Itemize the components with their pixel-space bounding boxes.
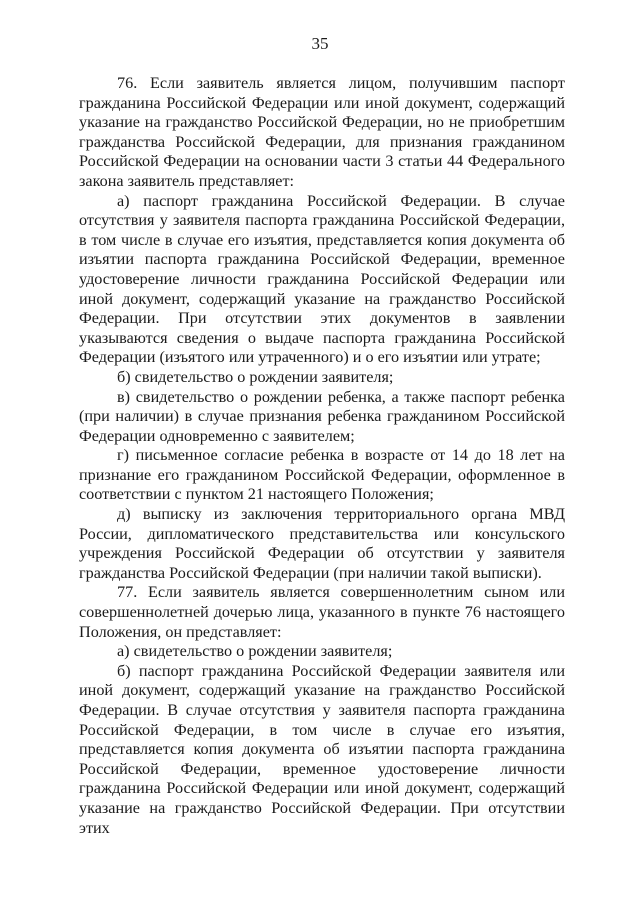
paragraph-76-intro: 76. Если заявитель является лицом, получившим паспорт гражданина Российской Федерации или иной документ, содержащий указание на гражданство Российской Федерации, но не приобретшим гражданства Российской Федерации, для признания гражданином Российской Федерации на основании части 3 статьи 44 Федерального закона заявитель представляет: <box>79 74 565 190</box>
paragraph-76-d: д) выписку из заключения территориального органа МВД России, дипломатического представительства или консульского учреждения Российской Федерации об отсутствии у заявителя гражданства Российской Федерации (при наличии такой выписки). <box>79 505 565 582</box>
paragraph-76-a: а) паспорт гражданина Российской Федерации. В случае отсутствия у заявителя паспорта гражданина Российской Федерации, в том числе в случае его изъятия, представляется копия документа об изъятии паспорта гражданина Российской Федерации, временное удостоверение личности гражданина Российской Федерации или иной документ, содержащий указание на гражданство Российской Федерации. При отсутствии этих документов в заявлении указываются сведения о выдаче паспорта гражданина Российской Федерации (изъятого или утраченного) и о его изъятии или утрате; <box>79 191 565 367</box>
document-body <box>79 74 565 838</box>
paragraph-76-b: б) свидетельство о рождении заявителя; <box>117 367 394 386</box>
paragraph-76-g: г) письменное согласие ребенка в возрасте от 14 до 18 лет на признание его гражданином Российской Федерации, оформленное в соответствии с пунктом 21 настоящего Положения; <box>79 446 565 504</box>
paragraph-77-b: б) паспорт гражданина Российской Федерации заявителя или иной документ, содержащий указание на гражданство Российской Федерации. В случае отсутствия у заявителя паспорта гражданина Российской Федерации, в том числе в случае его изъятия, представляется копия документа об изъятии паспорта гражданина Российской Федерации, временное удостоверение личности гражданина Российской Федерации или иной документ, содержащий указание на гражданство Российской Федерации. При отсутствии этих <box>79 661 565 837</box>
page-number: 35 <box>311 34 329 53</box>
paragraph-77-a: а) свидетельство о рождении заявителя; <box>117 642 393 661</box>
paragraph-77-intro: 77. Если заявитель является совершеннолетним сыном или совершеннолетней дочерью лица, указанного в пункте 76 настоящего Положения, он представляет: <box>79 583 565 641</box>
paragraph-76-v: в) свидетельство о рождении ребенка, а также паспорт ребенка (при наличии) в случае признания ребенка гражданином Российской Федерации одновременно с заявителем; <box>79 387 565 445</box>
